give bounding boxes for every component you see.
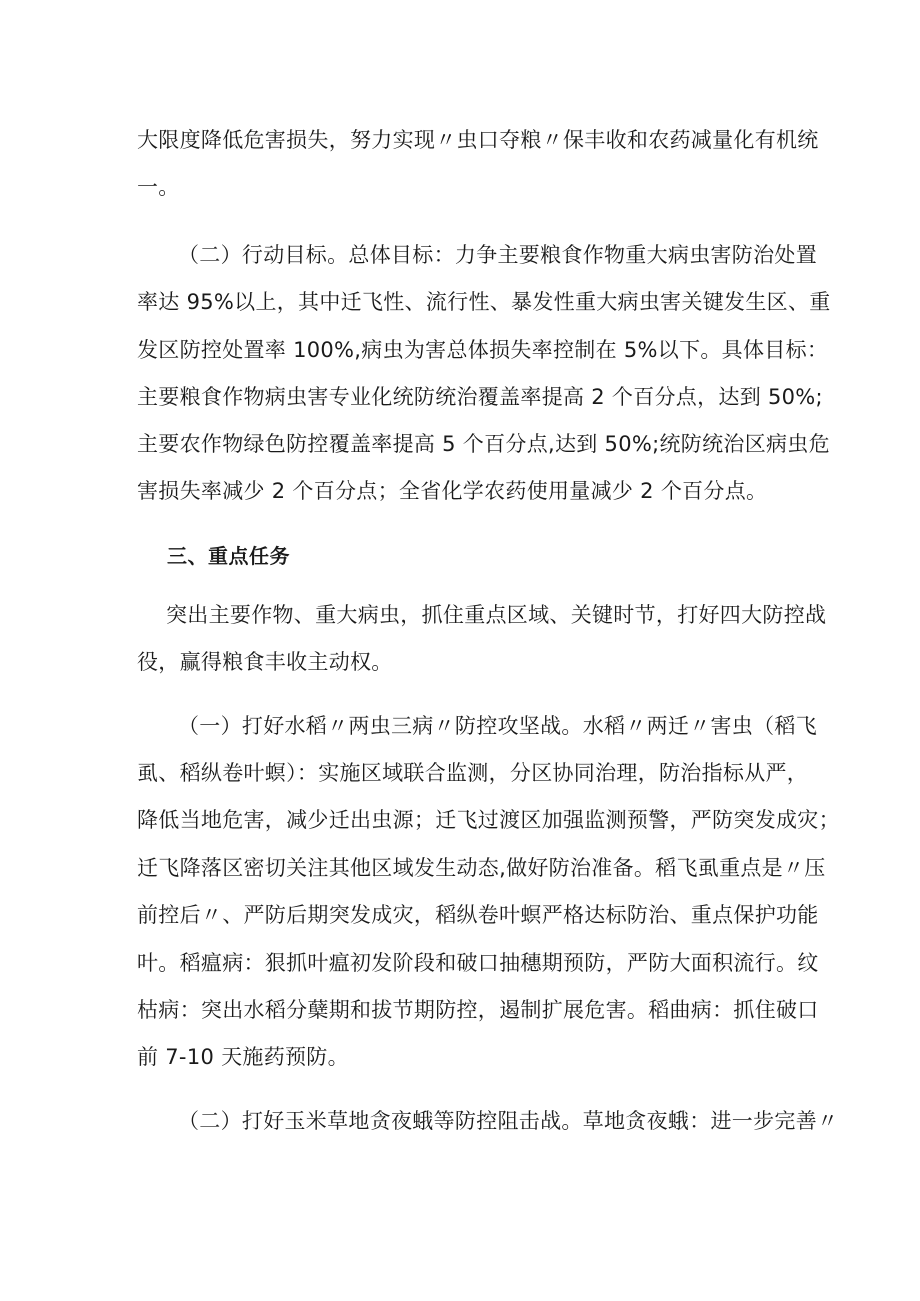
para4-line-8: 前 7-10 天施药预防。 — [137, 1045, 349, 1069]
para4-line-4: 迁飞降落区密切关注其他区域发生动态,做好防治准备。稻飞虱重点是〃压 — [137, 856, 826, 880]
para4-line-3: 降低当地危害，减少迁出虫源；迁飞过渡区加强监测预警，严防突发成灾； — [137, 808, 840, 832]
para2-line-6: 害损失率减少 2 个百分点；全省化学农药使用量减少 2 个百分点。 — [137, 479, 768, 503]
para4-line-1: （一）打好水稻〃两虫三病〃防控攻坚战。水稻〃两迁〃害虫（稻飞 — [178, 714, 817, 738]
para1-line-1: 大限度降低危害损失，努力实现〃虫口夺粮〃保丰收和农药减量化有机统 — [137, 128, 819, 152]
para2-line-5: 主要农作物绿色防控覆盖率提高 5 个百分点,达到 50%;统防统治区病虫危 — [137, 432, 830, 456]
para2-line-1: （二）行动目标。总体目标：力争主要粮食作物重大病虫害防治处置 — [178, 243, 817, 267]
para1-line-2: 一。 — [137, 175, 180, 199]
para2-line-3: 发区防控处置率 100%,病虫为害总体损失率控制在 5%以下。具体目标： — [137, 338, 829, 362]
para5-line-1: （二）打好玉米草地贪夜蛾等防控阻击战。草地贪夜蛾：进一步完善〃 — [178, 1109, 839, 1133]
para2-line-2: 率达 95%以上，其中迁飞性、流行性、暴发性重大病虫害关键发生区、重 — [137, 290, 831, 314]
para2-line-4: 主要粮食作物病虫害专业化统防统治覆盖率提高 2 个百分点，达到 50%; — [137, 385, 823, 409]
para4-line-5: 前控后〃、严防后期突发成灾，稻纵卷叶螟严格达标防治、重点保护功能 — [137, 903, 819, 927]
para4-line-7: 枯病：突出水稻分蘖期和拔节期防控，遏制扩展危害。稻曲病：抓住破口 — [137, 998, 819, 1022]
para4-line-2: 虱、稻纵卷叶螟）：实施区域联合监测，分区协同治理，防治指标从严， — [137, 761, 809, 785]
para4-line-6: 叶。稻瘟病：狠抓叶瘟初发阶段和破口抽穗期预防，严防大面积流行。纹 — [137, 951, 819, 975]
section-heading: 三、重点任务 — [167, 544, 290, 568]
para3-line-1: 突出主要作物、重大病虫，抓住重点区域、关键时节，打好四大防控战 — [166, 603, 827, 627]
para3-line-2: 役，赢得粮食丰收主动权。 — [137, 650, 393, 674]
